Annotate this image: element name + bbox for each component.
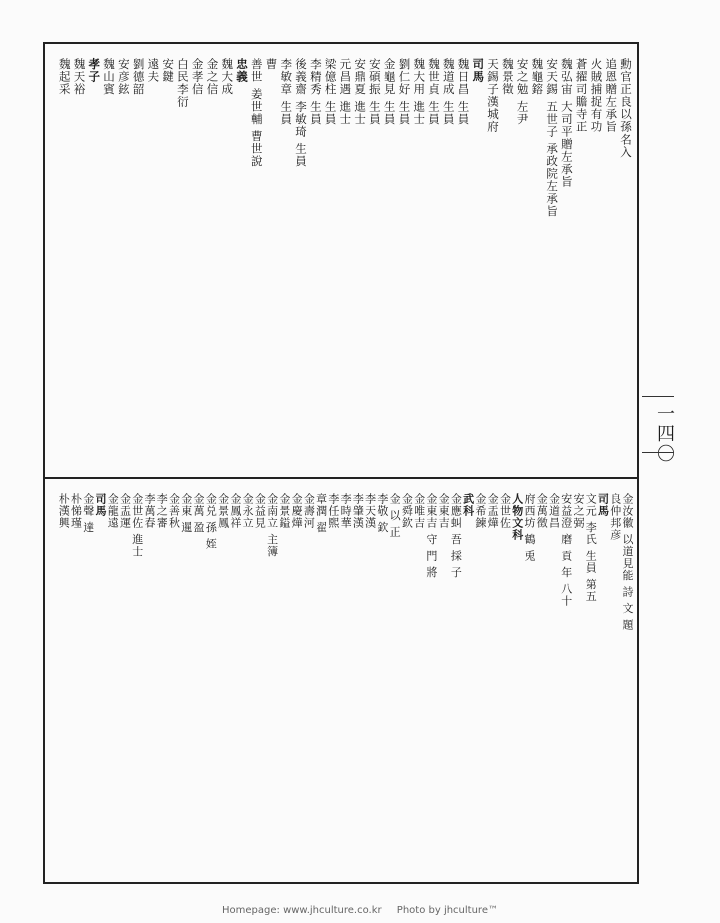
top-text-column: 魏弘宙 大司平贈左承旨	[559, 58, 574, 188]
top-text-column: 安鼎夏 進士	[353, 58, 368, 126]
top-text-column: 曹	[264, 58, 279, 71]
bottom-text-column: 金萬徵	[535, 493, 549, 529]
top-text-column: 火賊捕捉有功	[589, 58, 604, 134]
top-text-column: 白民李衍	[175, 58, 190, 109]
bottom-text-column: 金永立	[241, 493, 255, 529]
bottom-text-column: 金舜欽	[400, 493, 414, 529]
top-text-column: 安天錫 五世子 承政院左承旨	[545, 58, 560, 218]
bottom-text-column: 金唯吉	[412, 493, 426, 529]
top-text-column: 安彦鉉	[116, 58, 131, 96]
bottom-text-column: 安之弼	[571, 493, 585, 529]
bottom-text-column: 武科	[461, 493, 475, 517]
bottom-text-column: 李時華	[339, 493, 353, 529]
bottom-text-column: 金善秋	[167, 493, 181, 529]
bottom-text-column: 金景鳳	[216, 493, 230, 529]
bottom-text-column: 金盂運	[118, 493, 132, 529]
bottom-text-column: 府西坊 鶴 兎	[522, 493, 536, 562]
page-number-rule-top	[642, 396, 674, 397]
bottom-text-column: 金聲 達	[81, 493, 95, 534]
top-text-column: 魏日昌 生員	[456, 58, 471, 126]
bottom-text-column: 金龍遠	[106, 493, 120, 529]
bottom-text-column: 司馬	[94, 493, 108, 517]
top-text-column: 魏景徵	[500, 58, 515, 96]
footer-homepage: Homepage: www.jhculture.co.kr	[222, 905, 382, 916]
bottom-text-column: 李任熙	[326, 493, 340, 529]
bottom-text-column: 李肇漢	[351, 493, 365, 529]
top-text-column: 金孝信	[190, 58, 205, 96]
bottom-text-column: 朴漢興	[57, 493, 71, 529]
page-frame	[43, 42, 639, 884]
bottom-text-column: 金東吉 守 門 將	[424, 493, 438, 579]
bottom-text-column: 文元 李氏 生員 第五	[584, 493, 598, 603]
bottom-text-column: 金鳳祥	[228, 493, 242, 529]
bottom-text-column: 金兑 孫 姪	[204, 493, 218, 550]
bottom-text-column: 李敬 欽	[375, 493, 389, 534]
bottom-text-column: 金道昌	[547, 493, 561, 529]
bottom-text-column: 金南立 主簿	[265, 493, 279, 558]
bottom-text-column: 金盂燁	[486, 493, 500, 529]
top-text-column: 司馬	[471, 58, 486, 84]
top-text-column: 魏大成	[220, 58, 235, 96]
bottom-text-column: 金汝徽 以道見能 詩 文 題	[620, 493, 634, 631]
top-text-column: 天錫子漢城府	[486, 58, 501, 134]
bottom-text-column: 章潤 翟	[314, 493, 328, 534]
footer	[0, 905, 720, 916]
footer-photo: Photo by jhculture™	[396, 905, 498, 916]
top-text-column: 魏龜鎔	[530, 58, 545, 96]
top-text-column: 李精秀 生員	[308, 58, 323, 126]
bottom-text-column: 金應虯 吾 採 子	[449, 493, 463, 579]
top-text-column: 魏山賓	[102, 58, 117, 96]
top-text-column: 孝子	[87, 58, 102, 84]
top-text-column: 魏大用 進士	[412, 58, 427, 126]
bottom-text-column: 安益澄 磨 貢 年 八十	[559, 493, 573, 607]
page-number-rule-bottom	[642, 452, 674, 453]
top-text-column: 元昌遇 進士	[338, 58, 353, 126]
bottom-text-column: 司馬	[596, 493, 610, 517]
bottom-text-column: 人物文科	[510, 493, 524, 541]
bottom-text-column: 李萬春	[143, 493, 157, 529]
bottom-text-column: 朴悌瑾	[69, 493, 83, 529]
bottom-text-column: 李天漢	[363, 493, 377, 529]
top-text-column: 忠義	[234, 58, 249, 84]
bottom-text-column: 良仲邦彦	[608, 493, 622, 541]
bottom-text-column: 金 以 正	[388, 493, 402, 538]
top-text-column: 魏天裕	[72, 58, 87, 96]
bottom-text-column: 金希鍊	[473, 493, 487, 529]
top-text-column: 安之勉 左尹	[515, 58, 530, 126]
top-text-column: 勳官正良以孫名入	[618, 58, 633, 159]
bottom-text-column: 金世佐 進士	[130, 493, 144, 558]
bottom-panel	[45, 479, 637, 882]
bottom-text-column: 金萬 盈	[192, 493, 206, 534]
top-text-column: 劉仁好 生員	[397, 58, 412, 126]
top-text-column: 遠夫	[146, 58, 161, 84]
top-text-column: 安碩振 生員	[367, 58, 382, 126]
top-panel	[45, 44, 637, 475]
top-text-column: 魏起采	[57, 58, 72, 96]
bottom-text-column: 金東吉	[437, 493, 451, 529]
top-text-column: 追恩贈左承旨	[604, 58, 619, 134]
bottom-text-column: 金慶燁	[290, 493, 304, 529]
top-text-column: 劉德韶	[131, 58, 146, 96]
top-text-column: 梁億柱 生員	[323, 58, 338, 126]
top-text-column: 善世 姜世輔 曹世說	[249, 58, 264, 168]
top-text-column: 蒼擢司贍寺正	[574, 58, 589, 134]
top-text-column: 後義齋 李敏琦 生員	[294, 58, 309, 168]
top-text-column: 安鍵	[161, 58, 176, 84]
top-text-column: 金之信	[205, 58, 220, 96]
page-number: 一四〇	[654, 404, 675, 464]
bottom-text-column: 金景鎰	[277, 493, 291, 529]
top-text-column: 金龜見 生員	[382, 58, 397, 126]
bottom-text-column: 金壽河	[302, 493, 316, 529]
bottom-text-column: 李之審	[155, 493, 169, 529]
top-text-column: 魏世貞 生員	[426, 58, 441, 126]
top-text-column: 魏道成 生員	[441, 58, 456, 126]
bottom-text-column: 金世佐	[498, 493, 512, 529]
bottom-text-column: 金益見	[253, 493, 267, 529]
top-text-column: 李敏章 生員	[279, 58, 294, 126]
bottom-text-column: 金東 暹	[179, 493, 193, 534]
